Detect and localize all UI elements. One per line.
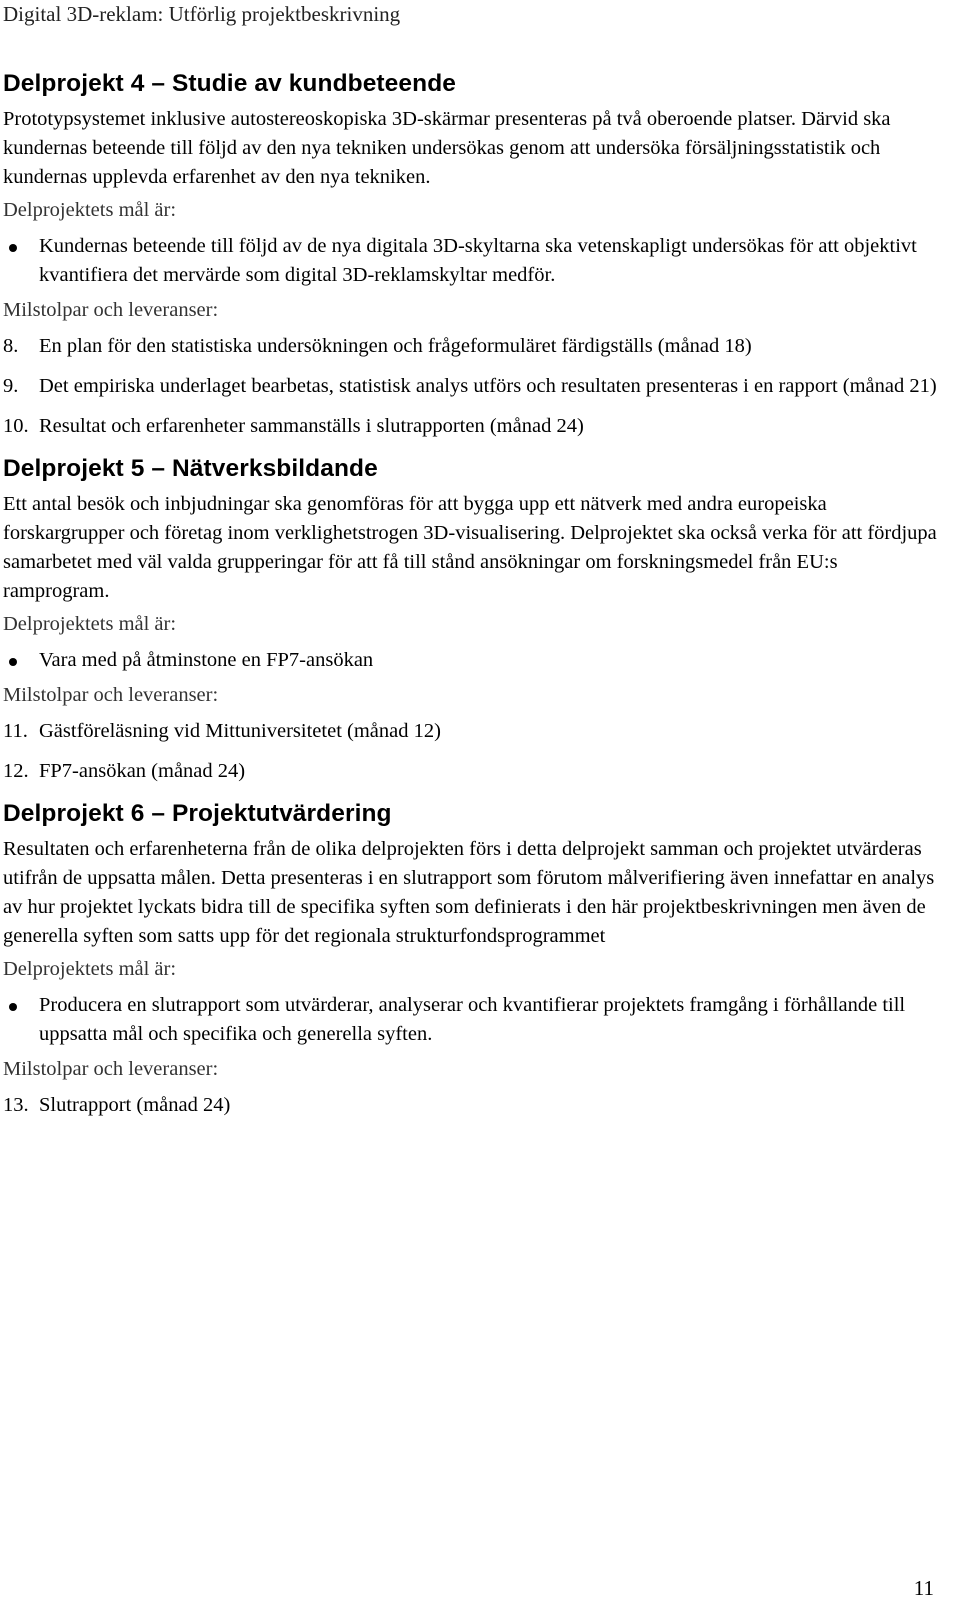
milestone-text: Det empiriska underlaget bearbetas, statistisk analys utförs och resultaten presenteras i en rapport (månad 21) — [39, 375, 937, 397]
milestone-number: 10. — [3, 415, 29, 437]
goals-list — [3, 232, 943, 290]
milestones-list — [3, 717, 943, 786]
bullet-icon — [9, 1003, 17, 1011]
milestone-text: FP7-ansökan (månad 24) — [39, 760, 246, 782]
goals-list — [3, 646, 943, 675]
milestones-list — [3, 332, 943, 441]
milestone-text: Slutrapport (månad 24) — [39, 1094, 231, 1116]
bullet-icon — [9, 658, 17, 666]
milestone-item — [3, 757, 943, 786]
milestone-text: Resultat och erfarenheter sammanställs i slutrapporten (månad 24) — [39, 415, 584, 437]
running-header: Digital 3D-reklam: Utförlig projektbeskrivning — [3, 2, 401, 26]
section-delprojekt-4 — [3, 67, 943, 441]
bullet-icon — [9, 244, 17, 252]
goal-text: Kundernas beteende till följd av de nya digitala 3D-skyltarna ska vetenskapligt undersökas för att objektivt kvantifiera det mervärde som digital 3D-reklamskyltar medför. — [39, 235, 917, 286]
goals-label: Delprojektets mål är: — [3, 613, 177, 635]
milestone-item — [3, 412, 943, 441]
milestone-number: 8. — [3, 335, 19, 357]
milestone-item — [3, 1091, 943, 1120]
page-number: 11 — [913, 1576, 934, 1600]
goal-text: Producera en slutrapport som utvärderar, analyserar och kvantifierar projektets framgång i förhållande till uppsatta mål och specifika och generella syften. — [39, 994, 906, 1045]
milestone-item — [3, 332, 943, 361]
milestone-text: En plan för den statistiska undersökningen och frågeformuläret färdigställs (månad 18) — [39, 335, 752, 357]
milestone-item — [3, 372, 943, 401]
milestone-item — [3, 717, 943, 746]
milestone-text: Gästföreläsning vid Mittuniversitetet (månad 12) — [39, 720, 441, 742]
section-delprojekt-5 — [3, 452, 943, 786]
section-delprojekt-6 — [3, 797, 943, 1120]
section-description: Prototypsystemet inklusive autostereoskopiska 3D-skärmar presenteras på två oberoende platser. Därvid ska kundernas beteende till följd av den nya tekniken undersökas genom att undersöka försäljningsstatistik och kundernas upplevda erfarenhet av den nya tekniken. — [3, 108, 891, 188]
section-description: Resultaten och erfarenheterna från de olika delprojekten förs i detta delprojekt samman och projektet utvärderas utifrån de uppsatta målen. Detta presenteras i en slutrapport som förutom målverifiering även innefattar en analys av hur projektet lyckats bidra till de specifika syften som definierats i den här projektbeskrivningen men även de generella syften som satts upp för det regionala strukturfondsprogrammet — [3, 838, 935, 947]
milestones-label: Milstolpar och leveranser: — [3, 1058, 219, 1080]
goal-item — [3, 991, 943, 1049]
section-heading: Delprojekt 6 – Projektutvärdering — [3, 800, 392, 827]
section-heading: Delprojekt 4 – Studie av kundbeteende — [3, 70, 456, 97]
goals-list — [3, 991, 943, 1049]
document-content — [3, 67, 943, 1131]
milestone-number: 12. — [3, 760, 29, 782]
section-heading: Delprojekt 5 – Nätverksbildande — [3, 455, 378, 482]
milestones-label: Milstolpar och leveranser: — [3, 684, 219, 706]
milestone-number: 13. — [3, 1094, 29, 1116]
goals-label: Delprojektets mål är: — [3, 199, 177, 221]
goal-text: Vara med på åtminstone en FP7-ansökan — [39, 649, 374, 671]
goal-item — [3, 646, 943, 675]
milestones-list — [3, 1091, 943, 1120]
goal-item — [3, 232, 943, 290]
goals-label: Delprojektets mål är: — [3, 958, 177, 980]
milestone-number: 11. — [3, 720, 28, 742]
milestone-number: 9. — [3, 375, 19, 397]
milestones-label: Milstolpar och leveranser: — [3, 299, 219, 321]
section-description: Ett antal besök och inbjudningar ska genomföras för att bygga upp ett nätverk med andra europeiska forskargrupper och företag inom verklighetstrogen 3D-visualisering. Delprojektet ska också verka för att fördjupa samarbetet med väl valda grupperingar för att få till stånd ansökningar om forskningsmedel från EU:s ramprogram. — [3, 493, 937, 602]
